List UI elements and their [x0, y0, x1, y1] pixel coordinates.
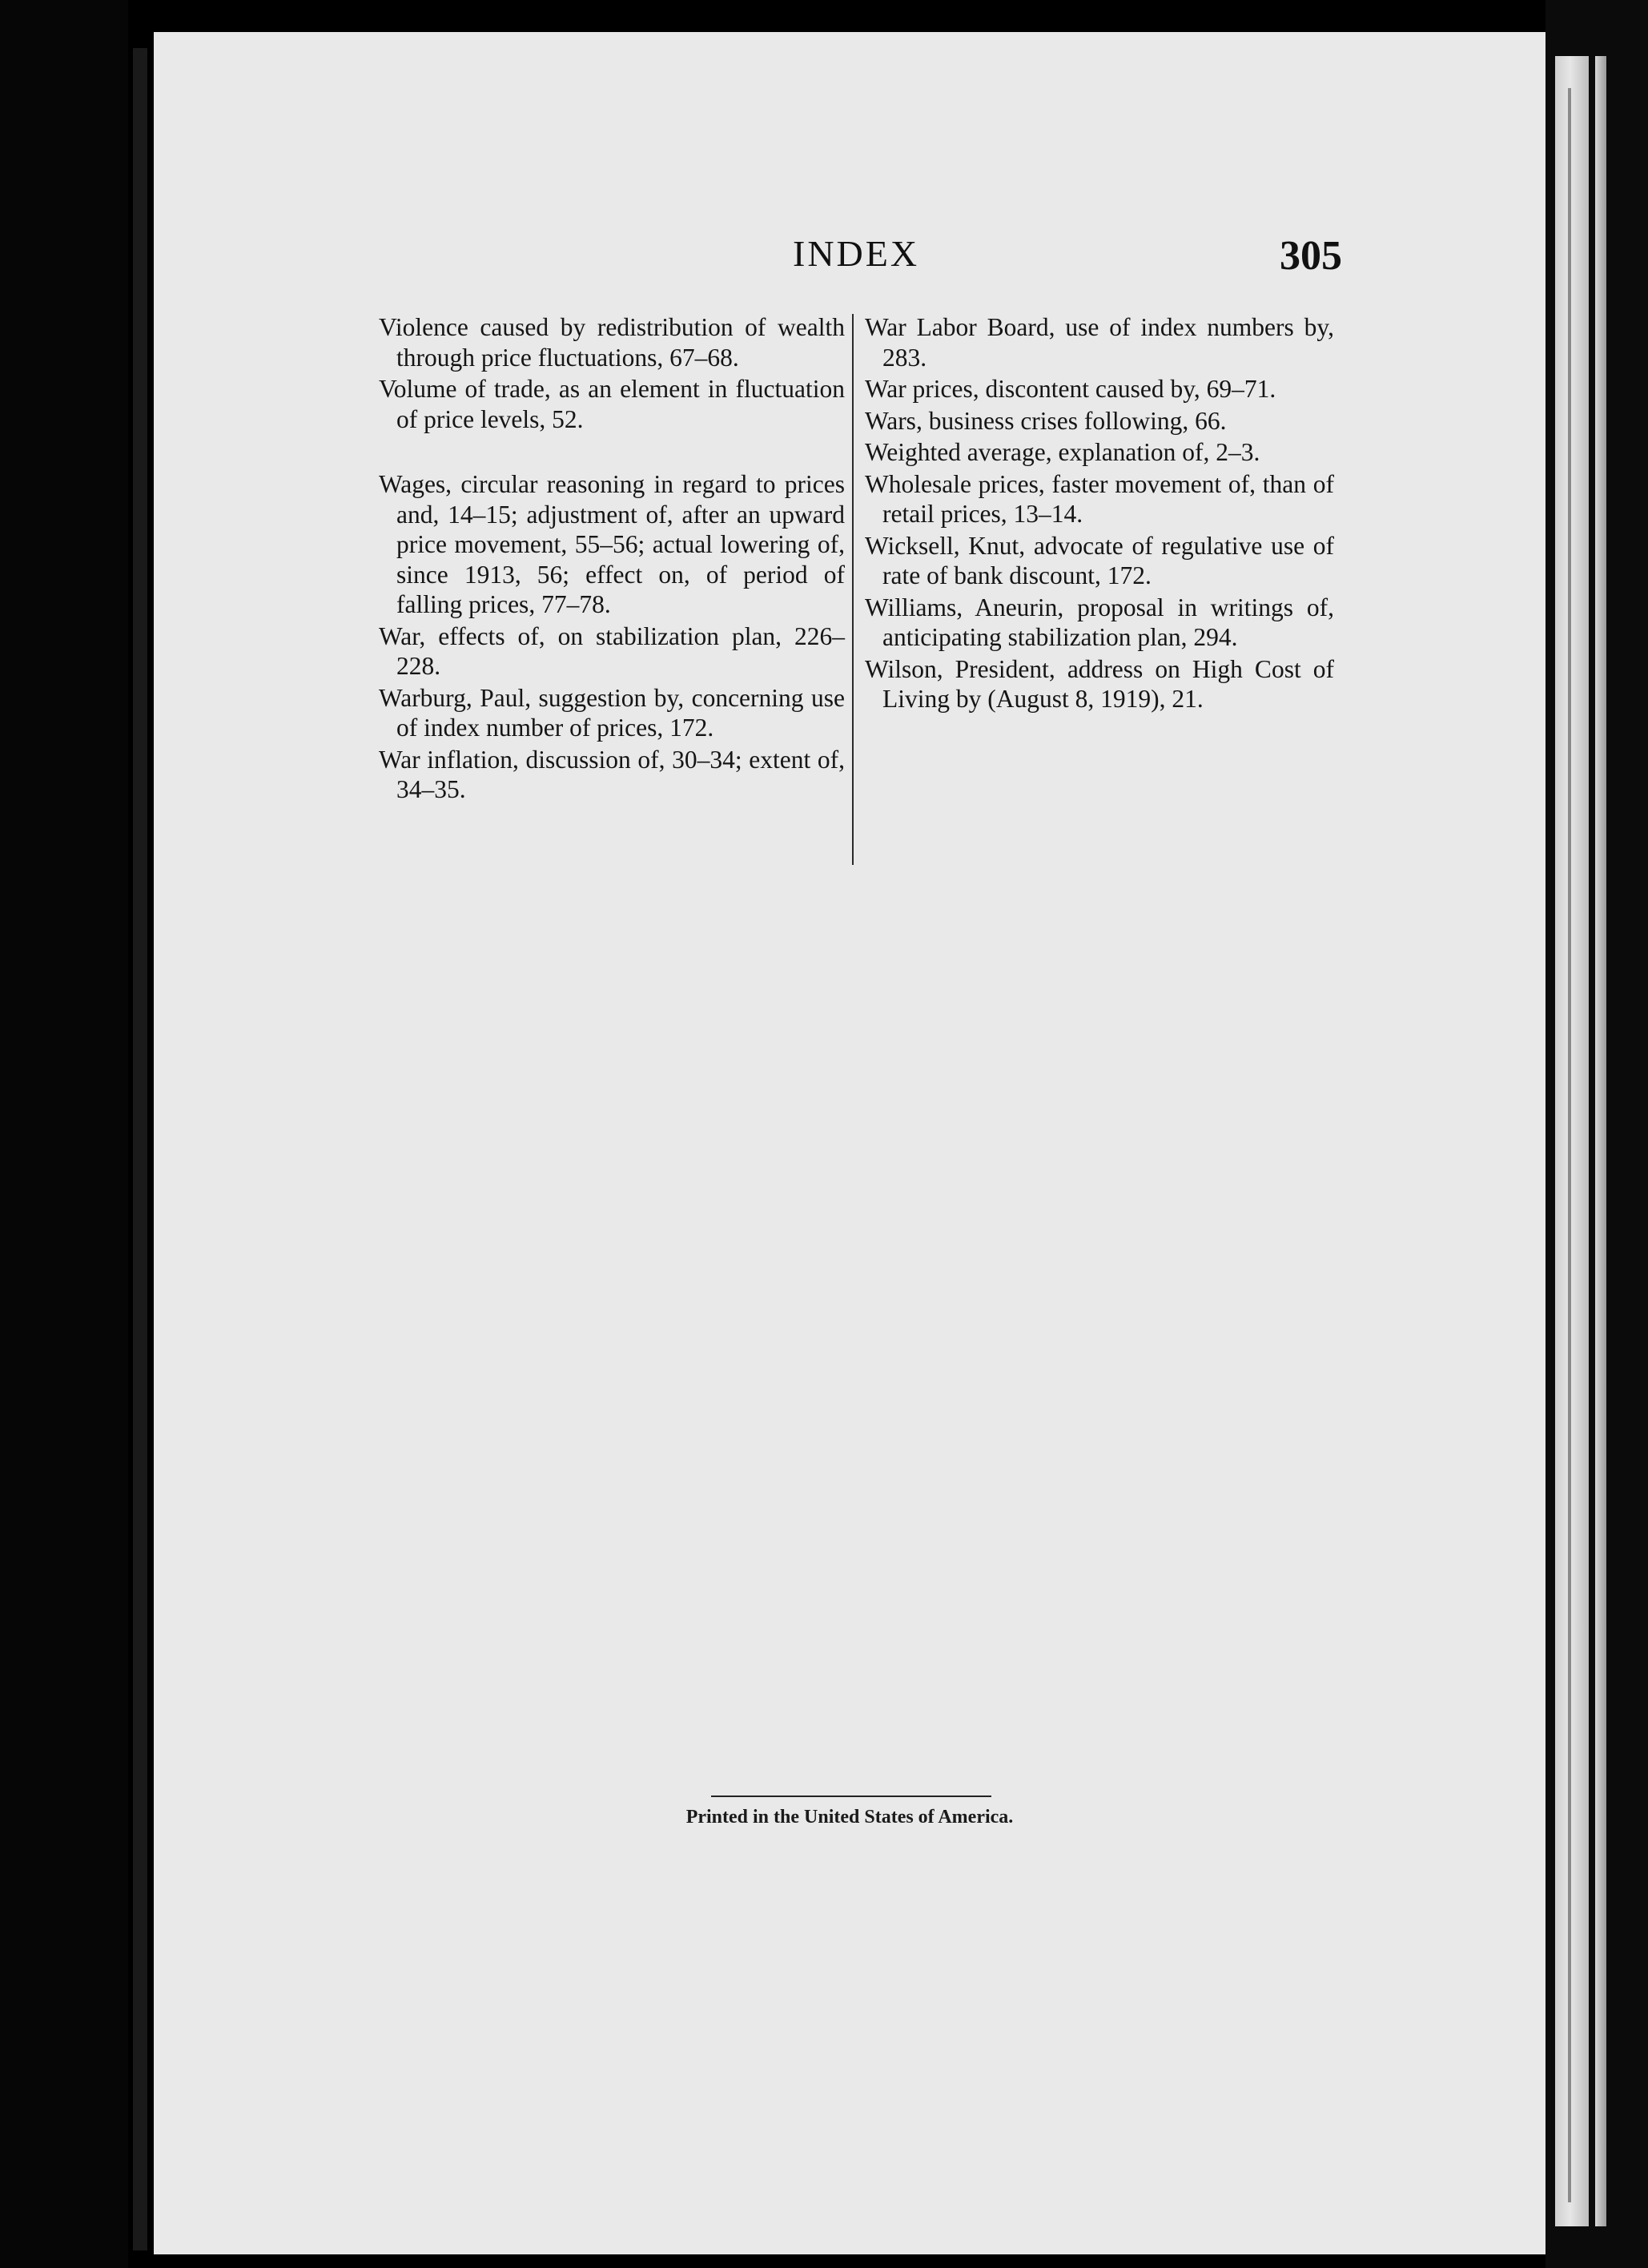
index-entry: Weighted average, explanation of, 2–3.: [865, 438, 1260, 466]
index-entry: Violence caused by redistribution of wealth through price fluctuations, 67–68.: [379, 313, 845, 372]
scan-left-margin: [0, 0, 128, 2268]
index-entry: Volume of trade, as an element in fluctuation of price levels, 52.: [379, 375, 845, 433]
footer: [154, 0, 1546, 2268]
index-entry: War inflation, discussion of, 30–34; extent of, 34–35.: [379, 745, 845, 803]
running-head: INDEX: [793, 233, 920, 274]
index-entry: Wicksell, Knut, advocate of regulative use of rate of bank discount, 172.: [865, 531, 1334, 589]
page-number: 305: [1280, 233, 1342, 279]
page-edge-line: [1568, 88, 1571, 2202]
index-entry: Warburg, Paul, suggestion by, concerning use of index number of prices, 172.: [379, 683, 845, 742]
index-entry: Wars, business crises following, 66.: [865, 406, 1227, 435]
index-entry: War, effects of, on stabilization plan, 226–228.: [379, 621, 845, 680]
index-entry: War Labor Board, use of index numbers by, 283.: [865, 313, 1334, 372]
index-entry: Wilson, President, address on High Cost of Living by (August 8, 1919), 21.: [865, 654, 1334, 713]
page-edge-strip-outer: [1595, 56, 1606, 2226]
page-edge-strip: [1555, 56, 1589, 2226]
index-entry: Wholesale prices, faster movement of, than of retail prices, 13–14.: [865, 469, 1334, 528]
index-entry: Williams, Aneurin, proposal in writings of, anticipating stabilization plan, 294.: [865, 593, 1334, 651]
book-spine-shadow: [133, 48, 147, 2250]
index-entry: War prices, discontent caused by, 69–71.: [865, 375, 1276, 403]
index-entry: Wages, circular reasoning in regard to prices and, 14–15; adjustment of, after an upward price movement, 55–56; actual lowering of, since 1913, 56; effect on, of period of falling prices, 77–78.: [379, 470, 845, 618]
printer-imprint: Printed in the United States of America.: [685, 1807, 1014, 1828]
